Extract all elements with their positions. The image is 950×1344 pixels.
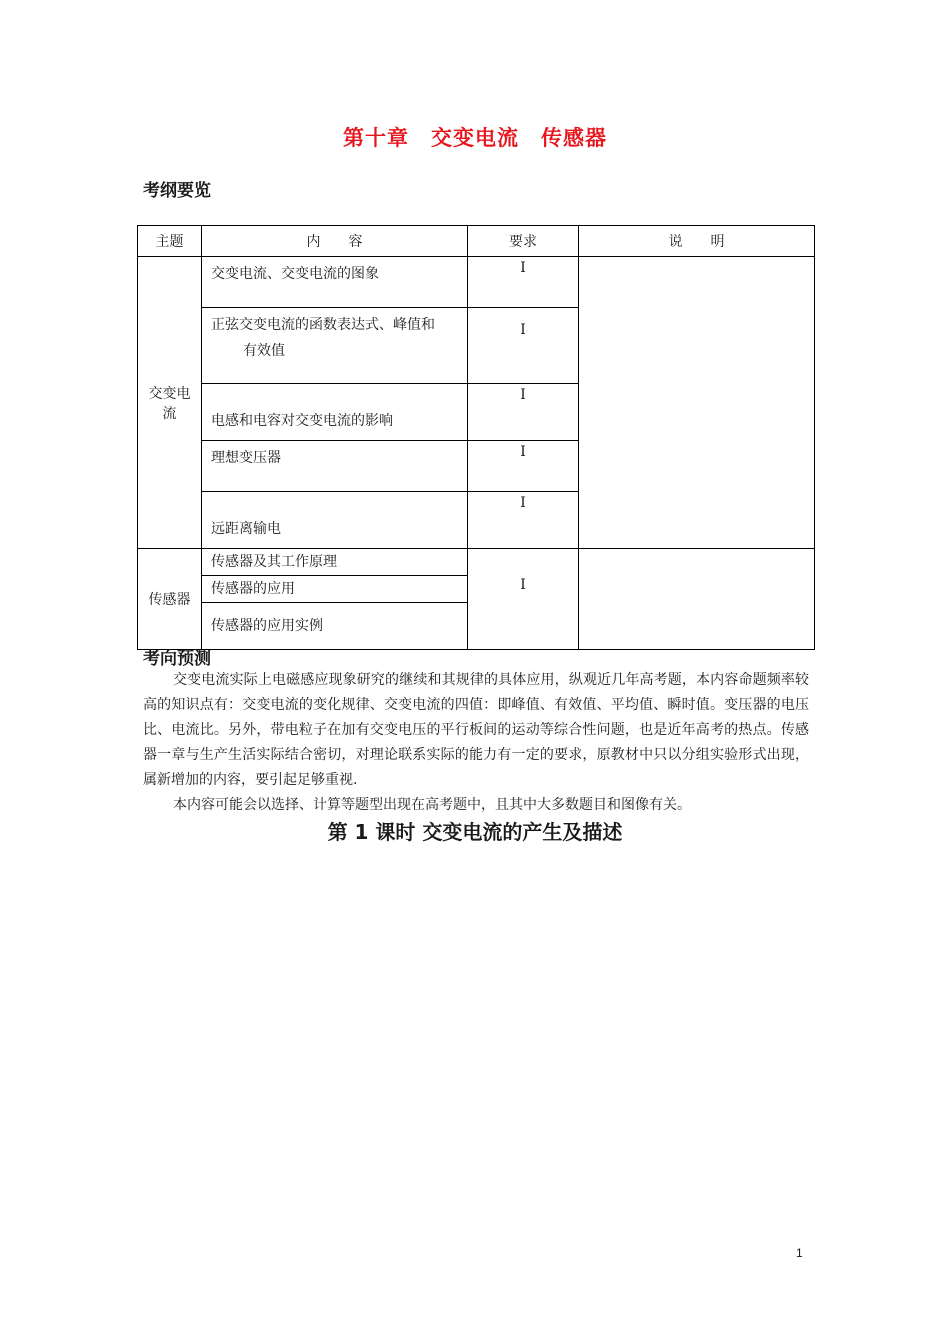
requirement-cell: I (468, 257, 579, 308)
content-cell (202, 308, 468, 384)
topic-ac: 交变电流 (138, 257, 202, 549)
header-notes: 说 明 (579, 226, 815, 257)
requirement-cell: I (468, 441, 579, 492)
content-cell: 远距离输电 (202, 492, 468, 549)
topic-sensor: 传感器 (138, 549, 202, 650)
notes-cell-sensor (579, 549, 815, 650)
table-row (138, 257, 815, 308)
lesson-title: 第 1 课时 交变电流的产生及描述 (327, 820, 623, 844)
header-content: 内 容 (202, 226, 468, 257)
header-requirement: 要求 (468, 226, 579, 257)
forecast-heading: 考向预测 (143, 649, 211, 669)
content-line: 正弦交变电流的函数表达式、峰值和 (211, 317, 435, 333)
outline-heading: 考纲要览 (143, 181, 211, 201)
page-number: 1 (796, 1246, 803, 1260)
syllabus-table (137, 225, 815, 650)
requirement-cell: I (468, 549, 579, 650)
forecast-paragraph: 交变电流实际上电磁感应现象研究的继续和其规律的具体应用，纵观近几年高考题，本内容命题频率较高的知识点有：交变电流的变化规律、交变电流的四值：即峰值、有效值、平均值、瞬时值。变压器的电压比、电流比。另外，带电粒子在加有交变电压的平行板间的运动等综合性问题，也是近年高考的热点。传感器一章与生产生活实际结合密切，对理论联系实际的能力有一定的要求，原教材中只以分组实验形式出现，属新增加的内容，要引起足够重视. (143, 672, 809, 788)
requirement-cell: I (468, 492, 579, 549)
header-topic: 主题 (138, 226, 202, 257)
table-header-row (138, 226, 815, 257)
table-row (138, 549, 815, 576)
content-cell: 交变电流、交变电流的图象 (202, 257, 468, 308)
requirement-cell: I (468, 384, 579, 441)
content-cell: 理想变压器 (202, 441, 468, 492)
content-cell: 传感器及其工作原理 (202, 549, 468, 576)
notes-cell-ac (579, 257, 815, 549)
requirement-cell: I (468, 308, 579, 384)
forecast-paragraph: 本内容可能会以选择、计算等题型出现在高考题中，且其中大多数题目和图像有关。 (173, 797, 691, 813)
chapter-title: 第十章 交变电流 传感器 (343, 126, 607, 150)
content-cell: 电感和电容对交变电流的影响 (202, 384, 468, 441)
content-cell: 传感器的应用 (202, 576, 468, 603)
content-cell: 传感器的应用实例 (202, 603, 468, 650)
content-line: 有效值 (243, 343, 285, 359)
